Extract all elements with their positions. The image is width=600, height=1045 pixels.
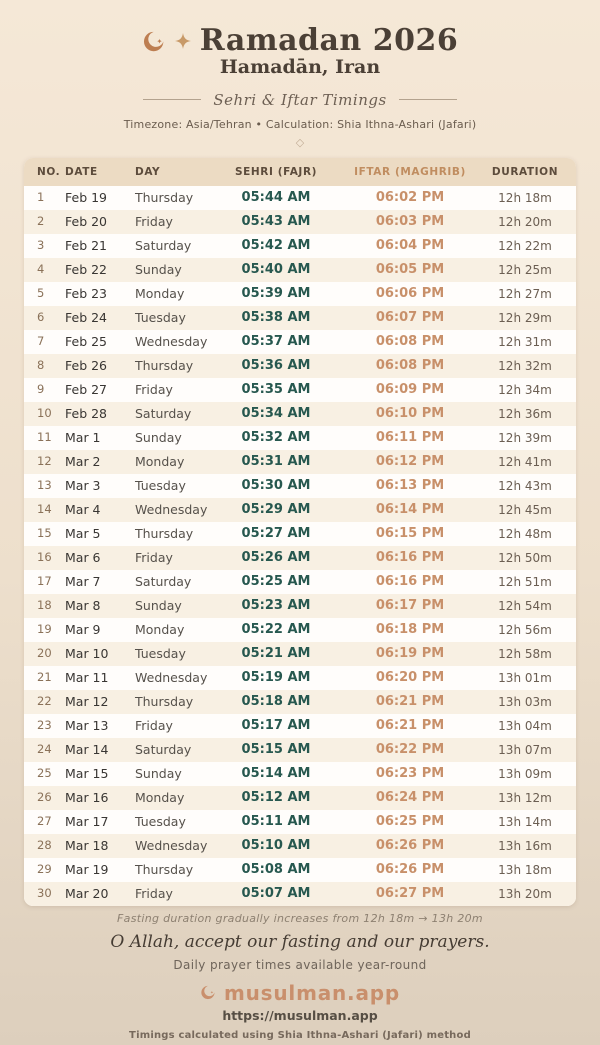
location-title: Hamadān, Iran: [219, 56, 381, 78]
divider-rule-left: [143, 99, 201, 100]
cell-duration: 13h 20m: [498, 886, 552, 901]
cell-duration: 13h 04m: [498, 718, 552, 733]
timezone-calculation-meta: Timezone: Asia/Tehran • Calculation: Shia Ithna-Ashari (Jafari): [123, 117, 477, 131]
cell-date: Mar 14: [65, 741, 109, 757]
cell-sehri: 05:39 AM: [241, 286, 311, 302]
cell-date: Mar 17: [65, 813, 109, 829]
cell-sehri: 05:23 AM: [241, 598, 311, 614]
cell-no: 13: [37, 478, 52, 493]
cell-duration: 12h 48m: [498, 526, 552, 541]
table-row: [24, 762, 576, 786]
cell-no: 19: [37, 622, 52, 637]
cell-sehri: 05:40 AM: [241, 262, 311, 278]
cell-day: Monday: [135, 621, 185, 637]
cell-iftar: 06:16 PM: [375, 550, 445, 566]
cell-iftar: 06:03 PM: [375, 214, 445, 230]
cell-duration: 12h 36m: [498, 406, 552, 421]
cell-no: 5: [37, 286, 45, 301]
cell-day: Friday: [135, 213, 173, 229]
page-title: Ramadan 2026: [199, 23, 459, 58]
cell-sehri: 05:14 AM: [241, 766, 311, 782]
cell-iftar: 06:26 PM: [375, 838, 445, 854]
cell-duration: 12h 32m: [498, 358, 552, 373]
table-row: [24, 402, 576, 426]
calculation-method-note: Timings calculated using Shia Ithna-Ashari (Jafari) method: [129, 1029, 471, 1041]
table-row: [24, 882, 576, 906]
cell-no: 14: [37, 502, 52, 517]
cell-iftar: 06:21 PM: [375, 718, 445, 734]
cell-iftar: 06:13 PM: [375, 478, 445, 494]
table-row: [24, 618, 576, 642]
cell-date: Mar 7: [65, 573, 101, 589]
brand-name: musulman.app: [224, 980, 400, 1005]
col-header-date: DATE: [58, 158, 130, 186]
cell-iftar: 06:02 PM: [375, 190, 445, 206]
cell-day: Sunday: [135, 261, 182, 277]
cell-no: 15: [37, 526, 52, 541]
diamond-ornament: ◇: [295, 135, 305, 149]
cell-day: Sunday: [135, 429, 182, 445]
cell-iftar: 06:22 PM: [375, 742, 445, 758]
cell-duration: 12h 27m: [498, 286, 552, 301]
cell-iftar: 06:14 PM: [375, 502, 445, 518]
cell-iftar: 06:09 PM: [375, 382, 445, 398]
cell-duration: 13h 12m: [498, 790, 552, 805]
cell-sehri: 05:07 AM: [241, 886, 311, 902]
cell-no: 16: [37, 550, 52, 565]
cell-no: 10: [37, 406, 52, 421]
cell-duration: 12h 29m: [498, 310, 552, 325]
cell-date: Mar 11: [65, 669, 109, 685]
cell-day: Saturday: [135, 405, 192, 421]
cell-sehri: 05:42 AM: [241, 238, 311, 254]
cell-date: Mar 9: [65, 621, 101, 637]
cell-sehri: 05:43 AM: [241, 214, 311, 230]
cell-day: Wednesday: [135, 669, 208, 685]
cell-iftar: 06:12 PM: [375, 454, 445, 470]
cell-no: 27: [37, 814, 52, 829]
cell-sehri: 05:31 AM: [241, 454, 311, 470]
cell-date: Mar 1: [65, 429, 101, 445]
cell-day: Tuesday: [135, 477, 186, 493]
cell-no: 9: [37, 382, 45, 397]
cell-day: Tuesday: [135, 813, 186, 829]
cell-iftar: 06:10 PM: [375, 406, 445, 422]
cell-date: Mar 16: [65, 789, 109, 805]
cell-sehri: 05:21 AM: [241, 646, 311, 662]
cell-sehri: 05:27 AM: [241, 526, 311, 542]
timings-table-body: [24, 186, 576, 906]
cell-duration: 12h 39m: [498, 430, 552, 445]
cell-sehri: 05:17 AM: [241, 718, 311, 734]
cell-iftar: 06:27 PM: [375, 886, 445, 902]
cell-duration: 12h 18m: [498, 190, 552, 205]
brand-url[interactable]: https://musulman.app: [222, 1007, 378, 1023]
cell-iftar: 06:18 PM: [375, 622, 445, 638]
table-row: [24, 426, 576, 450]
cell-date: Feb 22: [65, 261, 108, 277]
subtitle-divider: [0, 91, 600, 109]
cell-date: Feb 25: [65, 333, 108, 349]
cell-no: 23: [37, 718, 52, 733]
table-row: [24, 258, 576, 282]
cell-day: Friday: [135, 885, 173, 901]
cell-sehri: 05:29 AM: [241, 502, 311, 518]
cell-day: Monday: [135, 285, 185, 301]
fasting-duration-note: Fasting duration gradually increases from 12h 18m → 13h 20m: [117, 911, 483, 925]
cell-duration: 12h 56m: [498, 622, 552, 637]
cell-duration: 12h 58m: [498, 646, 552, 661]
cell-date: Mar 3: [65, 477, 101, 493]
cell-date: Feb 20: [65, 213, 108, 229]
cell-sehri: 05:44 AM: [241, 190, 311, 206]
cell-date: Mar 13: [65, 717, 109, 733]
cell-date: Feb 27: [65, 381, 108, 397]
cell-iftar: 06:06 PM: [375, 286, 445, 302]
cell-sehri: 05:34 AM: [241, 406, 311, 422]
cell-day: Wednesday: [135, 333, 208, 349]
table-row: [24, 810, 576, 834]
cell-duration: 12h 51m: [498, 574, 552, 589]
cell-sehri: 05:15 AM: [241, 742, 311, 758]
cell-no: 28: [37, 838, 52, 853]
table-row: [24, 714, 576, 738]
cell-iftar: 06:04 PM: [375, 238, 445, 254]
cell-day: Tuesday: [135, 645, 186, 661]
cell-day: Friday: [135, 549, 173, 565]
cell-iftar: 06:17 PM: [375, 598, 445, 614]
sparkle-icon: [175, 33, 191, 49]
table-row: [24, 690, 576, 714]
cell-date: Mar 8: [65, 597, 101, 613]
cell-no: 17: [37, 574, 52, 589]
table-row: [24, 666, 576, 690]
cell-day: Thursday: [135, 357, 194, 373]
cell-no: 18: [37, 598, 52, 613]
cell-no: 30: [37, 886, 52, 901]
cell-day: Tuesday: [135, 309, 186, 325]
cell-duration: 12h 34m: [498, 382, 552, 397]
table-row: [24, 330, 576, 354]
cell-day: Friday: [135, 717, 173, 733]
cell-date: Mar 5: [65, 525, 101, 541]
cell-iftar: 06:25 PM: [375, 814, 445, 830]
table-row: [24, 354, 576, 378]
table-row: [24, 594, 576, 618]
cell-day: Saturday: [135, 741, 192, 757]
cell-date: Mar 18: [65, 837, 109, 853]
cell-day: Monday: [135, 789, 185, 805]
cell-date: Feb 24: [65, 309, 108, 325]
title-line: [0, 23, 600, 58]
cell-date: Mar 4: [65, 501, 101, 517]
table-row: [24, 186, 576, 210]
cell-no: 6: [37, 310, 45, 325]
cell-date: Mar 19: [65, 861, 109, 877]
cell-duration: 12h 43m: [498, 478, 552, 493]
table-row: [24, 570, 576, 594]
col-header-no: NO.: [24, 158, 58, 186]
cell-iftar: 06:15 PM: [375, 526, 445, 542]
cell-no: 8: [37, 358, 45, 373]
cell-sehri: 05:38 AM: [241, 310, 311, 326]
cell-date: Mar 2: [65, 453, 101, 469]
cell-iftar: 06:16 PM: [375, 574, 445, 590]
table-row: [24, 786, 576, 810]
cell-no: 25: [37, 766, 52, 781]
cell-day: Saturday: [135, 237, 192, 253]
cell-no: 21: [37, 670, 52, 685]
cell-duration: 13h 18m: [498, 862, 552, 877]
cell-iftar: 06:19 PM: [375, 646, 445, 662]
cell-sehri: 05:32 AM: [241, 430, 311, 446]
cell-iftar: 06:20 PM: [375, 670, 445, 686]
cell-duration: 12h 31m: [498, 334, 552, 349]
cell-sehri: 05:18 AM: [241, 694, 311, 710]
table-header-row: [24, 158, 576, 186]
cell-no: 12: [37, 454, 52, 469]
brand-logo: [0, 981, 600, 1005]
col-header-day: DAY: [130, 158, 222, 186]
cell-no: 26: [37, 790, 52, 805]
cell-no: 20: [37, 646, 52, 661]
cell-duration: 13h 03m: [498, 694, 552, 709]
table-row: [24, 234, 576, 258]
cell-sehri: 05:26 AM: [241, 550, 311, 566]
cell-iftar: 06:08 PM: [375, 358, 445, 374]
cell-iftar: 06:26 PM: [375, 862, 445, 878]
cell-day: Monday: [135, 453, 185, 469]
cell-duration: 13h 01m: [498, 670, 552, 685]
cell-no: 7: [37, 334, 45, 349]
cell-no: 24: [37, 742, 52, 757]
cell-day: Thursday: [135, 861, 194, 877]
cell-duration: 12h 25m: [498, 262, 552, 277]
cell-day: Sunday: [135, 597, 182, 613]
cell-iftar: 06:24 PM: [375, 790, 445, 806]
cell-date: Mar 20: [65, 885, 109, 901]
cell-date: Mar 10: [65, 645, 109, 661]
cell-day: Thursday: [135, 189, 194, 205]
table-row: [24, 738, 576, 762]
cell-date: Feb 26: [65, 357, 108, 373]
timings-table: [24, 158, 576, 906]
cell-day: Sunday: [135, 765, 182, 781]
cell-sehri: 05:22 AM: [241, 622, 311, 638]
cell-duration: 13h 07m: [498, 742, 552, 757]
dua-text: O Allah, accept our fasting and our prayers.: [110, 931, 490, 952]
cell-date: Mar 15: [65, 765, 109, 781]
table-row: [24, 210, 576, 234]
cell-duration: 13h 09m: [498, 766, 552, 781]
cell-no: 1: [37, 190, 45, 205]
cell-no: 22: [37, 694, 52, 709]
cell-date: Mar 12: [65, 693, 109, 709]
cell-no: 3: [37, 238, 45, 253]
cell-sehri: 05:10 AM: [241, 838, 311, 854]
cell-sehri: 05:35 AM: [241, 382, 311, 398]
cell-sehri: 05:36 AM: [241, 358, 311, 374]
cell-date: Feb 21: [65, 237, 108, 253]
cell-iftar: 06:23 PM: [375, 766, 445, 782]
table-row: [24, 498, 576, 522]
cell-duration: 13h 16m: [498, 838, 552, 853]
cell-duration: 12h 41m: [498, 454, 552, 469]
table-row: [24, 378, 576, 402]
cell-sehri: 05:25 AM: [241, 574, 311, 590]
table-row: [24, 450, 576, 474]
cell-duration: 12h 50m: [498, 550, 552, 565]
cell-sehri: 05:19 AM: [241, 670, 311, 686]
cell-date: Feb 28: [65, 405, 108, 421]
cell-sehri: 05:37 AM: [241, 334, 311, 350]
brand-crescent-icon: [200, 984, 217, 1001]
col-header-sehri: SEHRI (FAJR): [222, 158, 330, 186]
cell-duration: 13h 14m: [498, 814, 552, 829]
cell-sehri: 05:30 AM: [241, 478, 311, 494]
cell-sehri: 05:12 AM: [241, 790, 311, 806]
cell-day: Friday: [135, 381, 173, 397]
cell-day: Thursday: [135, 525, 194, 541]
availability-note: Daily prayer times available year-round: [173, 957, 427, 972]
divider-rule-right: [399, 99, 457, 100]
cell-iftar: 06:08 PM: [375, 334, 445, 350]
cell-sehri: 05:08 AM: [241, 862, 311, 878]
table-row: [24, 642, 576, 666]
header: [0, 0, 600, 148]
cell-iftar: 06:11 PM: [375, 430, 445, 446]
cell-duration: 12h 45m: [498, 502, 552, 517]
cell-duration: 12h 20m: [498, 214, 552, 229]
table-row: [24, 522, 576, 546]
cell-no: 4: [37, 262, 45, 277]
cell-date: Mar 6: [65, 549, 101, 565]
timings-subtitle: Sehri & Iftar Timings: [213, 90, 387, 109]
cell-duration: 12h 54m: [498, 598, 552, 613]
crescent-star-icon: [142, 29, 167, 54]
cell-date: Feb 23: [65, 285, 108, 301]
cell-day: Wednesday: [135, 837, 208, 853]
cell-iftar: 06:07 PM: [375, 310, 445, 326]
cell-no: 11: [37, 430, 52, 445]
table-row: [24, 306, 576, 330]
table-row: [24, 858, 576, 882]
cell-day: Thursday: [135, 693, 194, 709]
cell-day: Wednesday: [135, 501, 208, 517]
table-row: [24, 282, 576, 306]
table-row: [24, 834, 576, 858]
table-row: [24, 546, 576, 570]
cell-iftar: 06:05 PM: [375, 262, 445, 278]
cell-day: Saturday: [135, 573, 192, 589]
cell-date: Feb 19: [65, 189, 108, 205]
cell-no: 29: [37, 862, 52, 877]
col-header-iftar: IFTAR (MAGHRIB): [330, 158, 490, 186]
cell-duration: 12h 22m: [498, 238, 552, 253]
cell-sehri: 05:11 AM: [241, 814, 311, 830]
col-header-duration: DURATION: [490, 158, 576, 186]
table-row: [24, 474, 576, 498]
cell-no: 2: [37, 214, 45, 229]
cell-iftar: 06:21 PM: [375, 694, 445, 710]
